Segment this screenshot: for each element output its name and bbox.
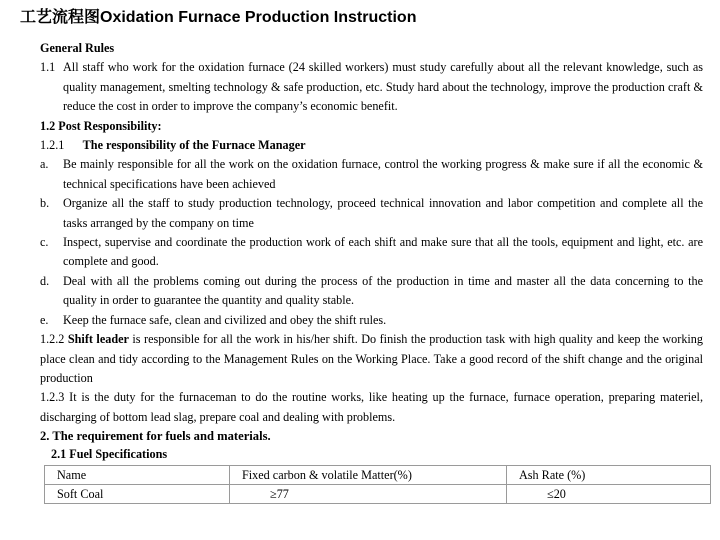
paragraph-1-1 [40, 58, 703, 116]
document-body [40, 39, 703, 447]
table-header-cell: Ash Rate (%) [507, 466, 711, 485]
list-marker: c. [40, 235, 49, 250]
list-item [40, 233, 703, 272]
fuel-specifications-table [44, 465, 711, 504]
furnace-manager-heading [40, 136, 703, 155]
list-marker: e. [40, 312, 49, 327]
paragraph-text: is responsible for all the work in his/her shift. Do finish the production task with high quality and keep the working place clean and tidy according to the Management Rules on the Working Place. Take a good record of the shift change and the original production [40, 332, 703, 385]
shift-leader-paragraph [40, 330, 703, 388]
section-2-heading: 2. The requirement for fuels and materials. [40, 429, 271, 444]
list-item [40, 311, 703, 330]
list-item-text: Keep the furnace safe, clean and civilized and obey the shift rules. [63, 312, 387, 327]
list-item [40, 155, 703, 194]
section-number: 1.2.1 [40, 138, 65, 153]
list-item [40, 194, 703, 233]
paragraph-number: 1.1 [40, 60, 56, 75]
furnaceman-paragraph: 1.2.3 It is the duty for the furnaceman to do the routine works, like heating up the furnace, furnace operation, preparing materiel, discharging of bottom lead slag, prepare coal and dealing with problems. [40, 390, 703, 424]
list-marker: a. [40, 157, 49, 172]
post-responsibility-heading: 1.2 Post Responsibility: [40, 118, 162, 133]
section-label: Shift leader [67, 332, 129, 347]
table-header-cell: Fixed carbon & volatile Matter(%) [230, 466, 507, 485]
table-cell: ≤20 [507, 485, 711, 504]
fuel-specifications-heading: 2.1 Fuel Specifications [51, 447, 168, 461]
section-number: 1.2.2 [40, 332, 65, 347]
general-rules-heading: General Rules [40, 41, 115, 55]
table-cell: Soft Coal [45, 485, 230, 504]
list-marker: b. [40, 196, 50, 211]
table-header-row [45, 466, 711, 485]
table-row [45, 485, 711, 504]
table-cell: ≥77 [230, 485, 507, 504]
table-header-cell: Name [45, 466, 230, 485]
paragraph-text: All staff who work for the oxidation furnace (24 skilled workers) must study carefully about all the relevant knowledge, such as quality management, smelting technology & safe production, etc. Study hard about the technology, improve the production craft & reduce the cost in order to improve the company’s economic benefit. [63, 60, 703, 114]
list-item-text: Deal with all the problems coming out during the process of the production in time and master all the data concerning to the quality in order to guarantee the quantity and quality stable. [63, 273, 703, 308]
list-item [40, 272, 703, 311]
list-item-text: Inspect, supervise and coordinate the production work of each shift and make sure that all the tools, equipment and light, etc. are complete and good. [63, 235, 703, 269]
section-label: The responsibility of the Furnace Manager [82, 138, 306, 153]
list-marker: d. [40, 273, 50, 288]
list-item-text: Organize all the staff to study production technology, proceed technical innovation and labor competition and complete all the tasks arranged by the company on time [63, 196, 703, 230]
list-item-text: Be mainly responsible for all the work on the oxidation furnace, control the working progress & make sure if all the economic & technical specifications have been achieved [63, 157, 703, 191]
page-title: 工艺流程图Oxidation Furnace Production Instruction [20, 9, 417, 26]
